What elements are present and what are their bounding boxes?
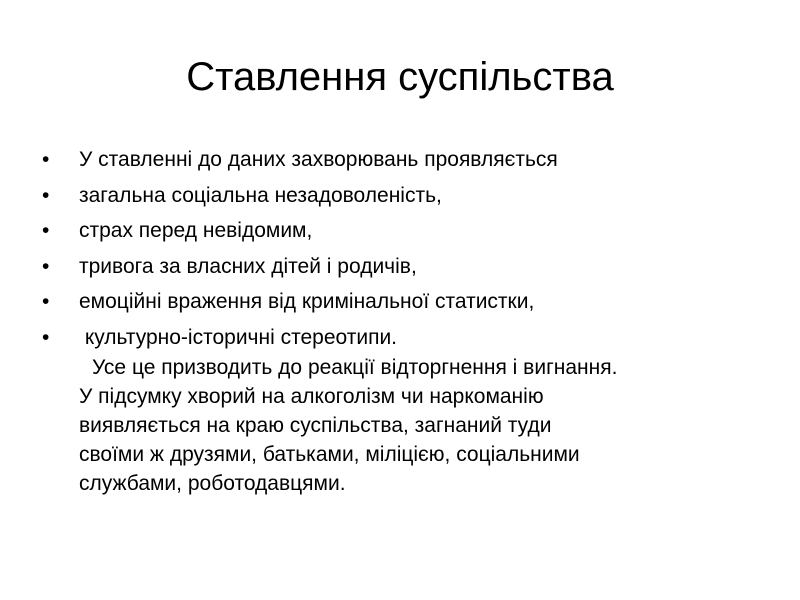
bullet-item	[42, 284, 762, 320]
paragraph-line: Усе це призводить до реакції відторгнення і вигнання.	[92, 356, 618, 379]
bullet-item	[42, 320, 762, 356]
bullet-item	[42, 142, 762, 178]
bullet-text: культурно-історичні стереотипи.	[79, 325, 398, 349]
bullet-dot-icon: •	[42, 183, 50, 207]
bullet-item	[42, 178, 762, 214]
bullet-dot-icon: •	[42, 219, 50, 242]
bullet-text: У ставленні до даних захворювань проявляється	[79, 148, 558, 171]
summary-paragraph	[79, 353, 769, 498]
paragraph-line: виявляється на краю суспільства, загнаний туди	[79, 414, 552, 437]
bullet-text: загальна соціальна незадоволеність,	[79, 183, 442, 207]
bullet-text: емоційні враження від кримінальної статистки,	[79, 290, 535, 313]
bullet-item	[42, 249, 762, 285]
paragraph-line: У підсумку хворий на алкоголізм чи наркоманію	[79, 385, 544, 408]
bullet-dot-icon: •	[42, 290, 50, 313]
bullet-text: страх перед невідомим,	[79, 219, 313, 242]
bullet-list	[42, 142, 762, 355]
slide-title: Ставлення суспільства	[186, 55, 614, 99]
paragraph-line: своїми ж друзями, батьками, міліцією, соціальними	[79, 443, 580, 466]
bullet-dot-icon: •	[42, 254, 50, 278]
bullet-dot-icon: •	[42, 325, 50, 349]
bullet-item	[42, 213, 762, 249]
bullet-text: тривога за власних дітей і родичів,	[79, 254, 417, 278]
paragraph-line: службами, роботодавцями.	[79, 472, 346, 495]
bullet-dot-icon: •	[42, 148, 50, 171]
